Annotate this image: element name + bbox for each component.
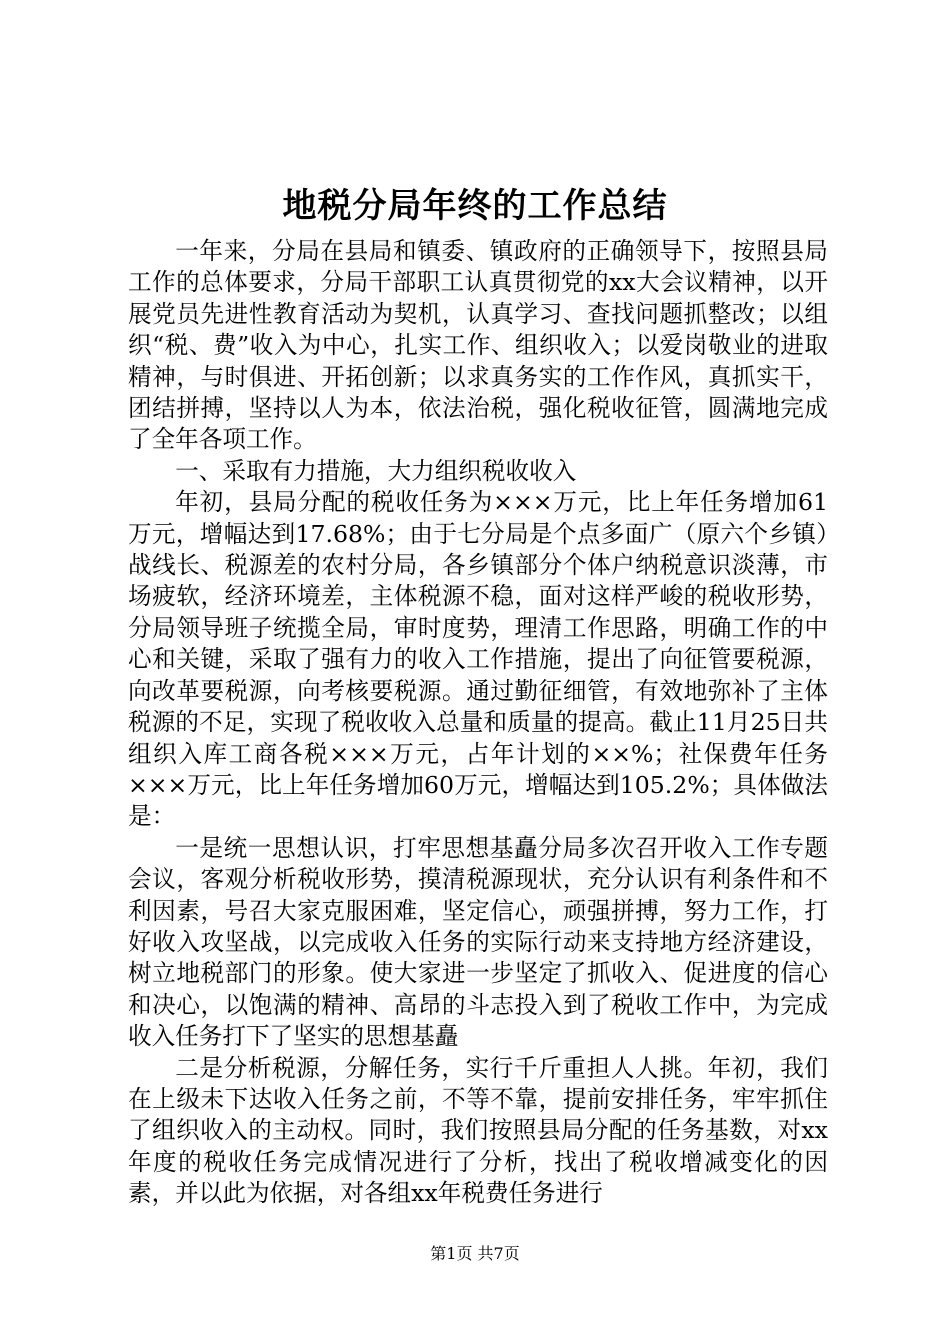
section-heading-1: 一、采取有力措施，大力组织税收收入 [175, 456, 577, 485]
paragraph-intro: 一年来，分局在县局和镇委、镇政府的正确领导下，按照县局工作的总体要求，分局干部职工认真贯彻党的xx大会议精神，以开展党员先进性教育活动为契机，认真学习、查找问题抓整改；以组织“税、费”收入为中心，扎实工作、组织收入；以爱岗敬业的进取精神，与时俱进、开拓创新；以求真务实的工作作风，真抓实干，团结拼搏，坚持以人为本，依法治税，强化税收征管，圆满地完成了全年各项工作。 [128, 237, 828, 454]
page-number-footer: 第1页 共7页 [430, 1244, 520, 1263]
document-title: 地税分局年终的工作总结 [282, 186, 668, 226]
paragraph-point-1: 一是统一思想认识，打牢思想基矗分局多次召开收入工作专题会议，客观分析税收形势，摸清税源现状，充分认识有利条件和不利因素，号召大家克服困难，坚定信心，顽强拼搏，努力工作，打好收入攻坚战，以完成收入任务的实际行动来支持地方经济建设，树立地税部门的形象。使大家进一步坚定了抓收入、促进度的信心和决心，以饱满的精神、高昂的斗志投入到了税收工作中，为完成收入任务打下了坚实的思想基矗 [128, 833, 828, 1051]
paragraph-tax-task: 年初，县局分配的税收任务为×××万元，比上年任务增加61万元，增幅达到17.68%；由于七分局是个点多面广（原六个乡镇）战线长、税源差的农村分局，各乡镇部分个体户纳税意识淡薄，市场疲软，经济环境差，主体税源不稳，面对这样严峻的税收形势，分局领导班子统揽全局，审时度势，理清工作思路，明确工作的中心和关键，采取了强有力的收入工作措施，提出了向征管要税源，向改革要税源，向考核要税源。通过勤征细管，有效地弥补了主体税源的不足，实现了税收收入总量和质量的提高。截止11月25日共组织入库工商各税×××万元，占年计划的××%；社保费年任务×××万元，比上年任务增加60万元，增幅达到105.2%；具体做法是： [128, 488, 828, 831]
paragraph-point-2: 二是分析税源，分解任务，实行千斤重担人人挑。年初，我们在上级未下达收入任务之前，不等不靠，提前安排任务，牢牢抓住了组织收入的主动权。同时，我们按照县局分配的任务基数，对xx年度的税收任务完成情况进行了分析，找出了税收增减变化的因素，并以此为依据，对各组xx年税费任务进行 [128, 1053, 828, 1208]
document-body [128, 236, 828, 1210]
